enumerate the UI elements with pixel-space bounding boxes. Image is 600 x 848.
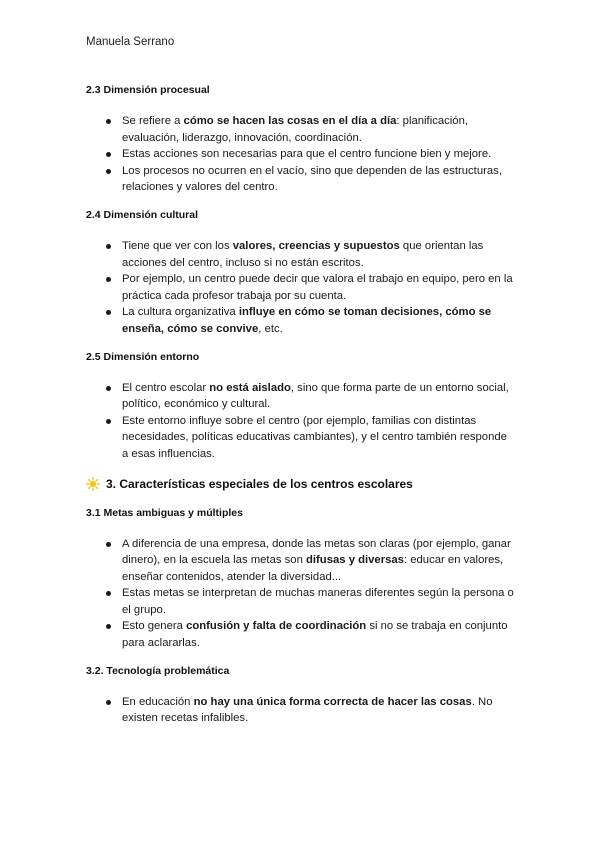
list-item: La cultura organizativa influye en cómo se toman decisiones, cómo se enseña, cómo se convive, etc. [86,304,516,337]
list-item: Estas acciones son necesarias para que el centro funcione bien y mejore. [86,146,516,163]
section-3-1-heading: 3.1 Metas ambiguas y múltiples [86,506,243,519]
list-item: El centro escolar no está aislado, sino que forma parte de un entorno social, político, económico y cultural. [86,380,516,413]
bullet-icon [106,119,111,124]
bullet-icon [106,419,111,424]
list-item: A diferencia de una empresa, donde las metas son claras (por ejemplo, ganar dinero), en la escuela las metas son difusas y diversas: educar en valores, enseñar contenidos, atender la diversidad... [86,536,516,586]
section-2-3-list [86,113,516,196]
bullet-icon [106,152,111,157]
bullet-icon [106,310,111,315]
bullet-icon [106,244,111,249]
author-name: Manuela Serrano [86,36,175,48]
section-3-2-heading: 3.2. Tecnología problemática [86,664,230,677]
bullet-icon [106,591,111,596]
list-item: Estas metas se interpretan de muchas maneras diferentes según la persona o el grupo. [86,585,516,618]
list-item: Esto genera confusión y falta de coordinación si no se trabaja en conjunto para aclararlas. [86,618,516,651]
list-item: Los procesos no ocurren en el vacío, sino que dependen de las estructuras, relaciones y valores del centro. [86,163,516,196]
section-2-4-list [86,238,516,338]
bullet-icon [106,624,111,629]
section-2-4-heading: 2.4 Dimensión cultural [86,208,199,221]
list-item: Se refiere a cómo se hacen las cosas en el día a día: planificación, evaluación, liderazgo, innovación, coordinación. [86,113,516,146]
bullet-icon [106,277,111,282]
bullet-icon [106,700,111,705]
list-item: Por ejemplo, un centro puede decir que valora el trabajo en equipo, pero en la práctica cada profesor trabaja por su cuenta. [86,271,516,304]
section-2-5-heading: 2.5 Dimensión entorno [86,350,200,363]
section-3-heading: 3. Características especiales de los centros escolares [86,477,516,491]
list-item: Tiene que ver con los valores, creencias y supuestos que orientan las acciones del centro, incluso si no están escritos. [86,238,516,271]
section-3-2-list [86,694,516,727]
bullet-icon [106,542,111,547]
sun-icon [86,477,100,491]
section-3-1-list [86,536,516,652]
list-item: En educación no hay una única forma correcta de hacer las cosas. No existen recetas infalibles. [86,694,516,727]
section-2-3-heading: 2.3 Dimensión procesual [86,84,210,96]
bullet-icon [106,169,111,174]
section-2-5-list [86,380,516,463]
document-content [86,84,516,727]
bullet-icon [106,386,111,391]
list-item: Este entorno influye sobre el centro (por ejemplo, familias con distintas necesidades, políticas educativas cambiantes), y el centro también responde a esas influencias. [86,413,516,463]
